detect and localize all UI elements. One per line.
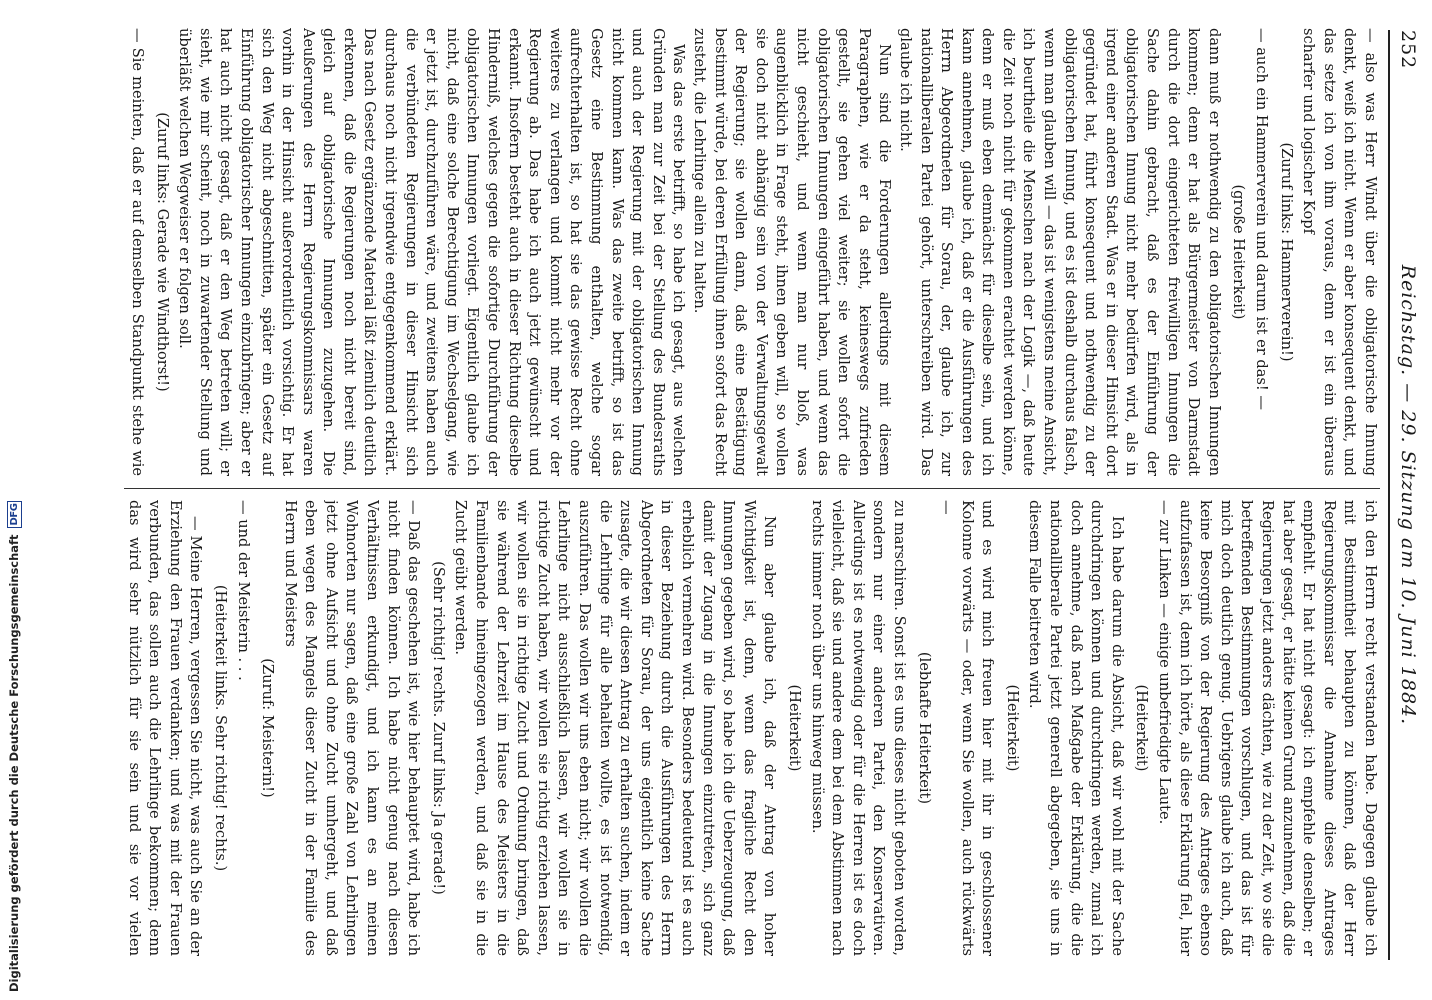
page-number: 252 — [1397, 30, 1419, 70]
page-title: Reichstag. — 29. Sitzung am 10. Juni 1884. — [1397, 264, 1419, 726]
interjection: (große Heiterkeit) — [1230, 184, 1248, 320]
paragraph: — Sie meinten, daß er auf demselben Standpunkt stehe wie — [128, 28, 146, 476]
paragraph: — Daß das geschehen ist, wie hier behauptet wird, habe ich nicht finden können. Ich habe nicht genug nach diesen Verhältnissen erkundigt, und ich kann es an meinen Wohnorten nur sagen, daß eine große Zahl von Lehrlingen jetzt ohne Aufsicht und ohne Zucht umhergeht, und daß eben wegen des Mangels dieser Zucht in der Familie des Herrn und Meisters — [281, 500, 423, 956]
paragraph: Ich habe darum die Absicht, daß wir wohl mit der Sache durchdringen können und durchdringen werden, zumal ich doch annehme, daß nach Maßgabe der Erklärung, die die nationalliberale Partei jetzt generell abgegeben, sie uns in diesem Falle beitreten wird. — [1026, 500, 1126, 956]
interjection: (Sehr richtig! rechts. Zuruf links: Ja gerade!) — [429, 561, 447, 895]
interjection: (Heiterkeit) — [785, 684, 803, 772]
page-header — [1388, 30, 1426, 960]
paragraph: Nun aber glaube ich, daß der Antrag von hoher Wichtigkeit ist, denn, wenn das fragliche Recht den Innungen gegeben wird, so habe ich die Ueberzeugung, daß damit der Zugang in die Innungen einzutreten, sich ganz erheblich vermehren wird. Besonders bedeutend ist es auch in dieser Beziehung durch die Ausführungen des Herrn Abgeordneten für Sorau, der uns eigentlich keine Sache zusagte, die wir diesen Antrag zu erhalten suchen, indem er die Lehrlinge für alle behalten wollte, es ist notwendig, auszuführen. Das wollen wir uns eben nicht; wir wollen die Lehrlinge nicht ausschließlich lassen, wir wollen sie in richtige Zucht haben, wir wollen sie richtig erziehen lassen, wir wollen sie in richtige Zucht und Ordnung bringen, daß sie während der Lehrzeit im Hause des Meisters in die Familienbande hineingezogen werden, und daß sie in die Zucht geübt werden. — [452, 500, 779, 956]
interjection: (Zuruf: Meisterin!) — [259, 658, 277, 798]
interjection: (Heiterkeit links. Sehr richtig! rechts.) — [211, 584, 229, 872]
column-divider — [124, 488, 1380, 489]
paragraph: — Meine Herren, vergessen Sie nicht, was auch Sie an der Erziehung den Frauen verdanken; und was mit der Frauen verbunden, das sollen auch die Lehrlinge bekommen; denn das wird sehr nützlich für sie sein und sie vor vielen — [125, 500, 205, 956]
interjection: (Zuruf links: Hammerverein!) — [1277, 142, 1295, 362]
rotated-page — [112, 0, 1432, 1000]
interjection: (lebhafte Heiterkeit) — [915, 651, 933, 805]
right-column — [124, 500, 1380, 956]
paragraph: Nun sind die Forderungen allerdings mit diesem Paragraphen, wie er da steht, keineswegs zufrieden gestellt, sie gehen viel weiter; sie wollen sofort die obligatorischen Innungen eingeführt haben, und wenn das nicht geschieht, und wenn man nur bloß, was augenblicklich in Frage steht, ihnen geben will, so wollen sie doch nicht abhängig sein von der Verwaltungsgewalt der Regierung; sie wollen dann, daß eine Bestätigung bestimmt würde, bei deren Erfüllung ihnen sofort das Recht zusteht, die Lehrlinge allein zu halten. — [691, 28, 894, 476]
digitization-strip — [0, 0, 24, 1000]
paragraph: und es wird mich freuen hier mit ihr in geschlossener Kolonne vorwärts — oder, wenn Sie wollen, auch rückwärts — — [938, 500, 997, 956]
paragraph: ich den Herrn recht verstanden habe. Dagegen glaube ich mit Bestimmtheit behaupten zu können, daß der Herr Regierungskommissar die Annahme dieses Antrages empfiehlt. Er hat nicht gesagt: ich empfehle denselben; er hat aber gesagt, er hätte keinen Grund anzunehmen, daß die Regierungen jetzt anders dächten, wie zu der Zeit, wo sie die betreffenden Bestimmungen vorschlugen, und das ist für mich doch deutlich genug. Uebrigens glaube ich auch, daß keine Besorgniß von der Regierung des Antrages ebenso aufzufassen ist, denn ich hörte, als diese Erklärung fiel, hier — zur Linken — einige unbefriedigte Laute. — [1156, 500, 1379, 956]
digitization-note: Digitalisierung gefördert durch die Deutsche Forschungsgemeinschaft — [7, 534, 21, 992]
paragraph: zu marschiren. Sonst ist es uns dieses nicht geboten worden, sondern nur einer anderen Partei, den Konservativen. Allerdings ist es notwendig oder für die Herren ist es doch vielleicht, daß sie und andere dem bei dem Abstimmen nach rechts immer noch über uns hinweg müssen. — [808, 500, 908, 956]
digitization-label — [2, 0, 26, 1000]
interjection: (Heiterkeit) — [1003, 684, 1021, 772]
interjection: (Heiterkeit) — [1133, 684, 1151, 772]
left-column — [124, 28, 1380, 476]
paragraph: — auch ein Hammerverein und darum ist er das! — — [1253, 28, 1271, 411]
paragraph: dann muß er nothwendig zu den obligatorischen Innungen kommen; denn er hat als Bürgermeister von Darmstadt durch die dort eingerichteten freiwilligen Innungen die Sache dahin gebracht, daß es der Einführung der obligatorischen Innung nicht mehr bedürfen wird, als in irgend einer anderen Stadt. Was er in dieser Hinsicht dort gegründet hat, führt konsequent und nothwendig zu der obligatorischen Innung, und es ist deshalb durchaus falsch, wenn man glauben will — das ist wenigstens meine Ansicht, ich beurtheile die Menschen nach der Logik —, daß heute die Zeit noch nicht für gekommen erachtet werden könne, denn er muß eben demnächst für dieselbe sein, und ich kann annehmen, glaube ich, daß er die Ausführungen des Herrn Abgeordneten für Sorau, der, glaube ich, zur nationalliberalen Partei gehört, unterschreiben wird. Das glaube ich nicht. — [896, 28, 1223, 476]
interjection: (Zuruf links: Gerade wie Windthorst!) — [153, 112, 171, 392]
paragraph: Was das erste betrifft, so habe ich gesagt, aus welchen Gründen man zur Zeit bei der Stellung des Bundesraths und auch der Regierung mit der obligatorischen Innung nicht kommen kann. Was das zweite betrifft, so ist das Gesetz eine Bestimmung enthalten, welche sogar aufrechterhalten ist, so hat sie das gewisse Recht ohne weiteres zu verlangen und kommt nicht mehr vor der Regierung ab. Das habe ich auch jetzt gewünscht und erkannt. Insofern besteht auch in dieser Richtung dieselbe Hinderniß, welches gegen die sofortige Durchführung der obligatorischen Innungen vorliegt. Eigentlich glaube ich nicht, daß eine solche Berechtigung im Wechselgang, wie er jetzt ist, durchzuführen wäre, und zweitens haben auch die verbündeten Regierungen in dieser Hinsicht sich durchaus noch nicht irgendwie entgegenkommend erklärt. Das nach Gesetz ergänzende Material läßt ziemlich deutlich erkennen, daß die Regierungen noch nicht bereit sind, gleich auf obligatorische Innungen zuzugehen. Die Aeußerungen des Herrn Regierungskommissars waren vorhin in der Hinsicht außerordentlich vorsichtig. Er hat sich den Weg nicht abgeschnitten, später ein Gesetz auf Einführung obligatorischer Innungen einzubringen; aber er hat auch nicht gesagt, daß er den Weg betreten will; er sieht, wie mir scheint, noch in zuwartender Stellung und überläßt welchen Wegweiser er folgen soll. — [176, 28, 688, 476]
dfg-logo: DFG — [7, 501, 22, 529]
paragraph: — also was Herr Windt über die obligatorische Innung denkt, weiß ich nicht. Wenn er aber konsequent denkt, und das setze ich von ihm voraus, denn er ist ein überaus scharfer und logischer Kopf — [1300, 28, 1379, 476]
paragraph: — und der Meisterin . . . — [234, 500, 252, 681]
